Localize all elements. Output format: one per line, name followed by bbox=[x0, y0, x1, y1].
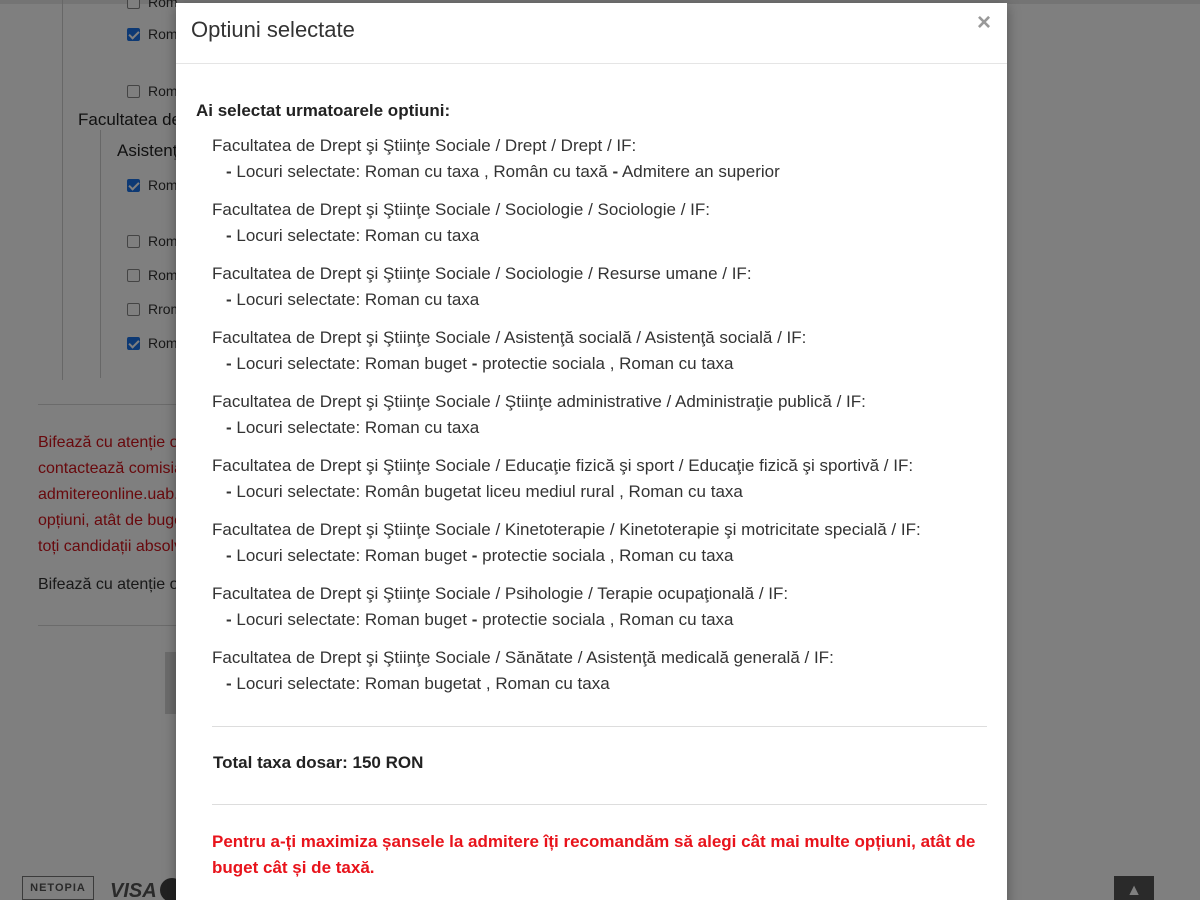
advice-text: Pentru a-ți maximiza șansele la admitere îți recomandăm să alegi cât mai multe opțiuni, atât de buget cât și de taxă. bbox=[212, 832, 976, 877]
option-title: Facultatea de Drept şi Ştiinţe Sociale / Psihologie / Terapie ocupaţională / IF: bbox=[212, 584, 789, 603]
option-title: Facultatea de Drept şi Ştiinţe Sociale / Drept / Drept / IF: bbox=[212, 136, 637, 155]
modal-header bbox=[176, 3, 1007, 64]
option-item bbox=[212, 328, 992, 392]
option-places: - Locuri selectate: Roman bugetat , Roman cu taxa bbox=[226, 674, 610, 693]
option-title: Facultatea de Drept şi Ştiinţe Sociale / Ştiinţe administrative / Administraţie publică / IF: bbox=[212, 392, 866, 411]
options-list bbox=[212, 136, 992, 712]
option-places: - Locuri selectate: Român bugetat liceu mediul rural , Roman cu taxa bbox=[226, 482, 743, 501]
total-fee: Total taxa dosar: 150 RON bbox=[213, 753, 424, 772]
intro-text: Ai selectat urmatoarele optiuni: bbox=[196, 101, 451, 120]
close-button[interactable]: × bbox=[976, 9, 991, 36]
option-title: Facultatea de Drept şi Ştiinţe Sociale / Kinetoterapie / Kinetoterapie şi motricitate specială / IF: bbox=[212, 520, 921, 539]
option-places: - Locuri selectate: Roman cu taxa , Român cu taxă - Admitere an superior bbox=[226, 162, 780, 181]
option-places: - Locuri selectate: Roman cu taxa bbox=[226, 418, 480, 437]
selected-options-modal bbox=[176, 3, 1007, 900]
option-title: Facultatea de Drept şi Ştiinţe Sociale / Sociologie / Resurse umane / IF: bbox=[212, 264, 752, 283]
option-item bbox=[212, 392, 992, 456]
option-item bbox=[212, 520, 992, 584]
option-places: - Locuri selectate: Roman buget - protectie sociala , Roman cu taxa bbox=[226, 546, 734, 565]
option-places: - Locuri selectate: Roman cu taxa bbox=[226, 290, 480, 309]
option-item bbox=[212, 456, 992, 520]
divider bbox=[212, 804, 987, 805]
option-item bbox=[212, 648, 992, 712]
option-item bbox=[212, 264, 992, 328]
modal-title: Optiuni selectate bbox=[191, 17, 355, 42]
option-item bbox=[212, 136, 992, 200]
option-item bbox=[212, 200, 992, 264]
option-places: - Locuri selectate: Roman cu taxa bbox=[226, 226, 480, 245]
divider bbox=[212, 726, 987, 727]
option-title: Facultatea de Drept şi Ştiinţe Sociale / Asistenţă socială / Asistenţă socială / IF: bbox=[212, 328, 807, 347]
option-title: Facultatea de Drept şi Ştiinţe Sociale / Educaţie fizică şi sport / Educaţie fizică şi sportivă / IF: bbox=[212, 456, 914, 475]
option-item bbox=[212, 584, 992, 648]
option-places: - Locuri selectate: Roman buget - protectie sociala , Roman cu taxa bbox=[226, 610, 734, 629]
option-places: - Locuri selectate: Roman buget - protectie sociala , Roman cu taxa bbox=[226, 354, 734, 373]
option-title: Facultatea de Drept şi Ştiinţe Sociale / Sociologie / Sociologie / IF: bbox=[212, 200, 710, 219]
option-title: Facultatea de Drept şi Ştiinţe Sociale / Sănătate / Asistenţă medicală generală / IF: bbox=[212, 648, 834, 667]
